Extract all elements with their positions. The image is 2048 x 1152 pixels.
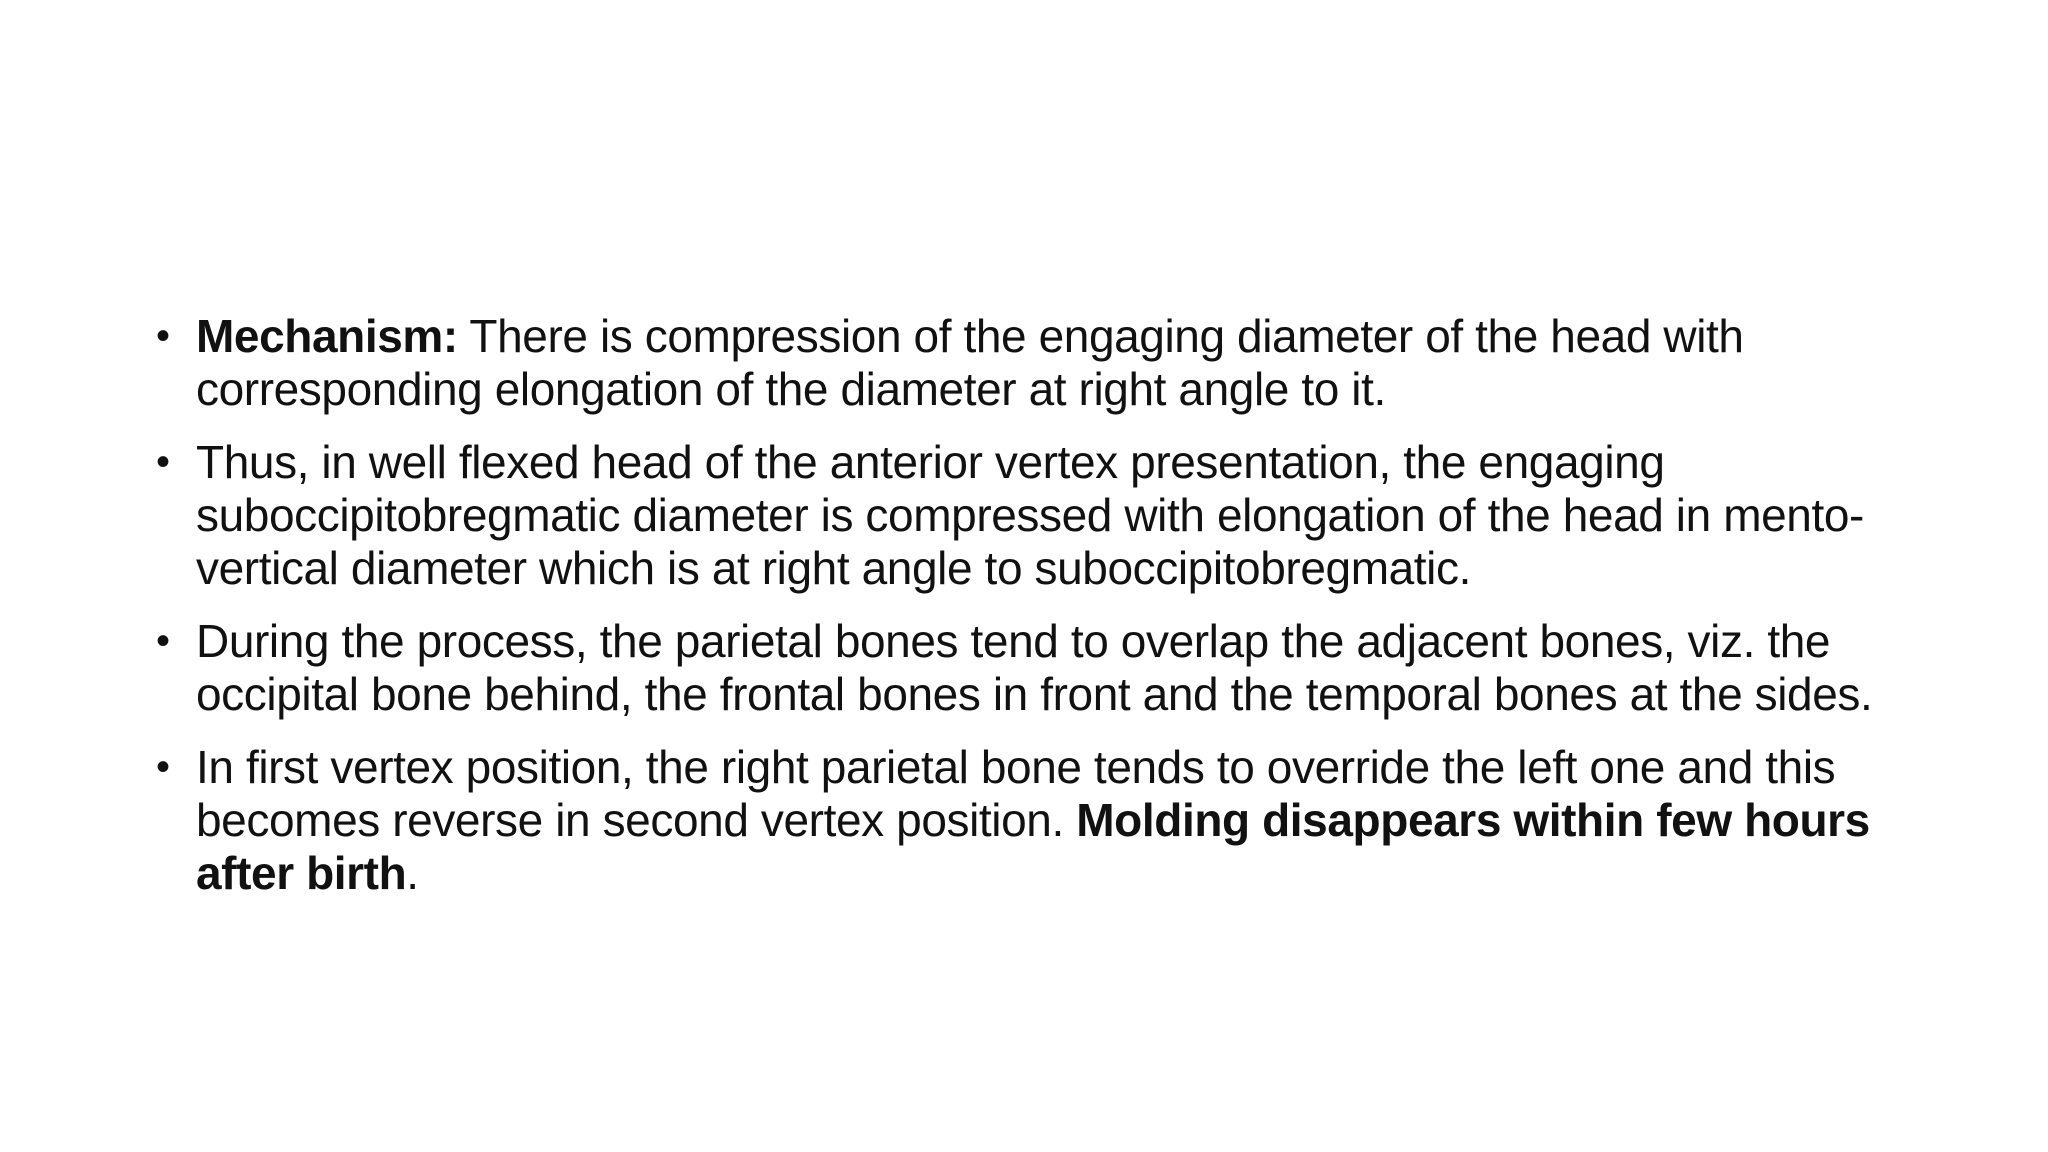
bullet-dot-icon: • (156, 440, 170, 484)
bullet-vertex-position (150, 741, 1910, 900)
bullet-text: There is compression of the engaging diameter of the head with corresponding elongation of the diameter at right angle to it. (196, 310, 1744, 415)
bullet-tail-end: . (406, 847, 419, 899)
bullet-text: Thus, in well flexed head of the anterior vertex presentation, the engaging suboccipitobregmatic diameter is compressed with elongation of the head in mento-vertical diameter which is at right angle to suboccipitobregmatic. (196, 436, 1864, 594)
bullet-tail-bold: Molding disappears within few hours after birth (196, 794, 1870, 899)
bullet-list (150, 310, 1910, 920)
bullet-dot-icon: • (156, 745, 170, 789)
bullet-lead-bold: Mechanism: (196, 310, 458, 362)
bullet-flexed-head (150, 436, 1910, 595)
bullet-text: During the process, the parietal bones tend to overlap the adjacent bones, viz. the occipital bone behind, the frontal bones in front and the temporal bones at the sides. (196, 615, 1873, 720)
bullet-text: In first vertex position, the right parietal bone tends to override the left one and this becomes reverse in second vertex position. (196, 741, 1836, 846)
bullet-parietal-overlap (150, 615, 1910, 721)
bullet-dot-icon: • (156, 314, 170, 358)
bullet-dot-icon: • (156, 619, 170, 663)
bullet-mechanism (150, 310, 1910, 416)
